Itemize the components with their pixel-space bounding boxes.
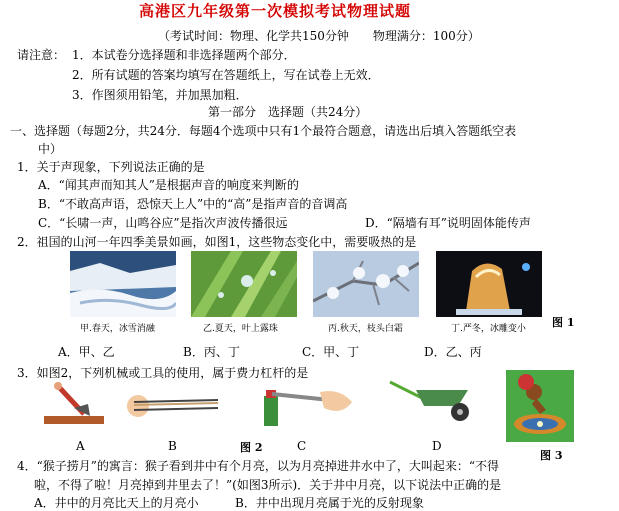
tool-label-a: A <box>76 439 85 453</box>
chopsticks-image <box>124 392 220 422</box>
q4-option-b: B．井中出现月亮属于光的反射现象 <box>235 496 424 510</box>
tool-label-d: D <box>432 439 442 453</box>
section-intro-line2: 中） <box>38 142 63 156</box>
q4-line1: 4．“猴子捞月”的寓言：猴子看到井中有个月亮，以为月亮掉进井水中了，大叫起来：“不得 <box>17 459 500 473</box>
q2-option-a: A．甲、乙 <box>58 345 115 359</box>
q3-stem: 3．如图2，下列机械或工具的使用，属于费力杠杆的是 <box>17 366 309 380</box>
exam-info: （考试时间：物理、化学共150分钟 物理满分：100分） <box>158 29 480 43</box>
page-title: 高港区九年级第一次模拟考试物理试题 <box>139 2 412 20</box>
photo-ding-ice-sculpture <box>436 251 542 317</box>
bottle-opener-image <box>260 382 356 426</box>
q4-line2: 啦，不得了啦！月亮掉到井里去了！”(如图3所示)．关于井中月亮，以下说法中正确的是 <box>34 478 502 492</box>
caption-yi: 乙.夏天，叶上露珠 <box>203 324 278 334</box>
q2-option-d: D．乙、丙 <box>424 345 482 359</box>
photo-bing-frost-on-branch <box>313 251 419 317</box>
wheelbarrow-image <box>386 376 480 424</box>
figure-3-label: 图 3 <box>540 449 563 462</box>
note-item-2: 2．所有试题的答案均填写在答题纸上，写在试卷上无效． <box>72 68 380 82</box>
photo-yi-dew-on-leaf <box>191 251 297 317</box>
q1-stem: 1．关于声现象，下列说法正确的是 <box>17 160 205 174</box>
q1-option-a: A．“闻其声而知其人”是根据声音的响度来判断的 <box>38 178 299 192</box>
q2-option-c: C．甲、丁 <box>302 345 360 359</box>
q1-option-c: C．“长啸一声，山鸣谷应”是指次声波传播很远 <box>38 216 288 230</box>
caption-jia: 甲.春天，冰雪消融 <box>80 324 155 334</box>
note-item-1: 1．本试卷分选择题和非选择题两个部分． <box>72 48 296 62</box>
q4-option-a: A．井中的月亮比天上的月亮小 <box>34 496 199 510</box>
hammer-pulling-nail-image <box>44 378 104 428</box>
caption-ding: 丁.严冬，冰雕变小 <box>451 324 526 334</box>
tool-label-b: B <box>168 439 177 453</box>
note-item-3: 3．作图须用铅笔，并加黑加粗． <box>72 88 248 102</box>
q1-option-d: D．“隔墙有耳”说明固体能传声 <box>365 216 531 230</box>
tool-label-c: C <box>297 439 307 453</box>
caption-bing: 丙.秋天，枝头白霜 <box>328 324 403 334</box>
q2-stem: 2．祖国的山河一年四季美景如画，如图1，这些物态变化中，需要吸热的是 <box>17 235 417 249</box>
q1-option-b: B．“不敢高声语，恐惊天上人”中的“高”是指声音的音调高 <box>38 197 348 211</box>
figure-2-label: 图 2 <box>240 441 263 454</box>
figure-1-label: 图 1 <box>552 316 575 329</box>
notes-label: 请注意： <box>17 48 66 62</box>
section-intro-line1: 一、选择题（每题2分，共24分．每题4个选项中只有1个最符合题意，请选出后填入答题纸空表 <box>10 124 517 138</box>
part1-heading: 第一部分 选择题（共24分） <box>208 105 368 119</box>
q2-option-b: B．丙、丁 <box>183 345 240 359</box>
photo-jia-melting-snow <box>70 251 176 317</box>
monkey-well-image <box>506 370 574 442</box>
